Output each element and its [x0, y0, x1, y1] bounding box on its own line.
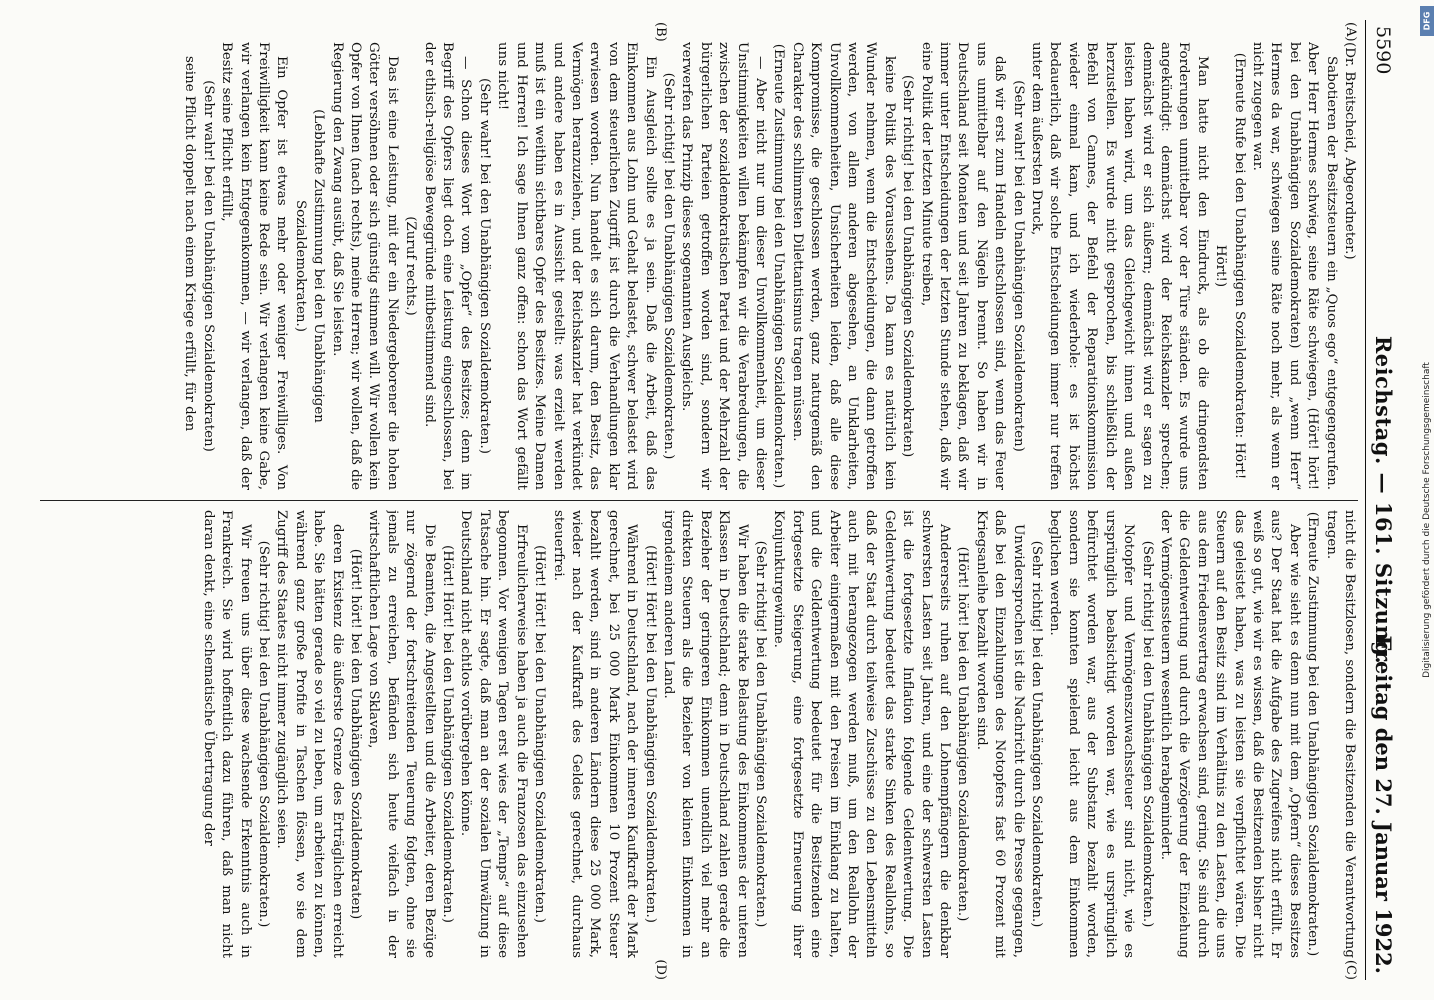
left-column: [40, 42, 1358, 490]
interjection: (Hört! Hört! bei den Unabhängigen Sozialdemokraten.): [532, 545, 548, 923]
column-divider: [40, 500, 1358, 501]
paragraph: Wir freuen uns über diese wachsende Erkenntnis auch in Frankreich. Sie wird hoffentlich dazu führen, daß man nicht daran denkt, eine schematische Übertragung der: [200, 510, 253, 958]
paragraph: nicht die Besitzlosen, sondern die Besitzenden die Verantwortung tragen.: [1323, 510, 1357, 958]
paragraph: Erfreulicherweise haben ja auch die Franzosen das einzusehen begonnen. Vor wenigen Tagen erst wies der „Temps“ auf diese Tatsache hin. Er sagte, daß man an der sozialen Umwälzung in Deutschland nicht achtlos vorübergehen könne.: [458, 510, 529, 958]
paragraph: Notopfer und Vermögenszuwachssteuer sind nicht, wie es ursprünglich beabsichtigt worden war, wie es ursprünglich befürchtet worden war, aus der Substanz bezahlt worden, sondern sie konnten spielend leicht aus dem Einkommen beglichen werden.: [1047, 510, 1137, 958]
paragraph: Man hatte nicht den Eindruck, als ob die dringendsten Forderungen unmittelbar vor der Türe ständen. Es wurde uns angekündigt: demnächst wird der Reichskanzler sprechen; demnächst wird er sich äußern; demnächst wird er sagen zu leisten haben wird, um das Gleichgewicht innen und außen herzustellen. Es wurde nicht gesprochen, bis schließlich der Befehl von Cannes, der Befehl der Reparationskommission wieder einmal kam, und ich wiederhole: es ist höchst bedauerlich, daß wir solche Entscheidungen immer nur treffen unter dem äußersten Druck,: [1029, 42, 1210, 490]
paragraph: Unwidersprochen ist die Nachricht durch die Presse gegangen, daß bei den Einzahlungen des Notopfers fast 60 Prozent mit Kriegsanleihe bezahlt worden sind.: [973, 510, 1026, 958]
paragraph: Sabotieren der Besitzsteuern ein „Quos ego“ entgegengerufen. Aber Herr Hermes schwieg, seine Räte schwiegen, (Hört! hört! bei den Unabhängigen Sozialdemokraten) und „wenn Herr“ Hermes da war, schwiegen seine Räte noch mehr, als wenn er nicht zugegen war.: [1249, 42, 1339, 490]
paragraph: Aber wie sieht es denn nun mit dem „Opfern“ dieses Besitzes aus? Der Staat hat die Aufgabe des Zugreifens nicht erfüllt. Er weiß so gut, wie wir es wissen, daß die Besitzenden bisher nicht das geleistet haben, was zu leisten sie verpflichtet wären. Die Steuern auf den Besitz sind im Verhältnis zu den Lasten, die uns aus dem Friedensvertrag erwachsen sind, gering. Sie sind durch die Geldentwertung und durch die Verzögerung der Einziehung der Vermögenssteuern wesentlich herabgemindert.: [1157, 510, 1302, 958]
interjection: (Erneute Zustimmung bei den Unabhängigen Sozialdemokraten.): [1305, 511, 1321, 957]
text-columns: [40, 22, 1358, 980]
paragraph: Die Beamten, die Angestellten und die Arbeiter, deren Bezüge nur zögernd der fortschreitenden Teuerung folgten, ohne sie jemals zu erreichen, befänden sich heute vielfach in der wirtschaftlichen Lage von Sklaven,: [366, 510, 437, 958]
interjection: (Hört! Hört! bei den Unabhängigen Sozialdemokraten.): [642, 545, 658, 923]
paragraph: keine Politik des Voraussehens. Da kann es natürlich kein Wunder nehmen, wenn die Entscheidungen, die dann getroffen werden, von allem anderen abgesehen, an Unklarheiten, Unvollkommenheiten, Unsicherheiten leiden, daß alle diese Kompromisse, die geschlossen werden, ganz naturgemäß den Charakter des schlimmsten Dilettantismus tragen müssen.: [789, 42, 897, 490]
paragraph: — Aber nicht nur um dieser Unvollkommenheit, um dieser Unstimmigkeiten willen bekämpfen wir die Verabredungen, die zwischen der sozialdemokratischen Partei und der Mehrzahl der bürgerlichen Parteien getroffen worden sind, sondern wir verwerfen das Prinzip dieses sogenannten Ausgleichs.: [679, 42, 768, 490]
page-header: [1365, 20, 1402, 980]
paragraph: seine Pflicht doppelt nach einem Kriege erfüllt, für den: [182, 56, 198, 432]
paragraph: Wir haben die starke Belastung des Einkommens der unteren Klassen in Deutschland; denn in Deutschland zahlen gerade die Bezieher der geringeren Einkommen unendlich viel mehr an direkten Steuern als die Bezieher von kleinen Einkommen in irgendeinem anderen Land.: [660, 510, 750, 958]
interjection: (Sehr richtig! bei den Unabhängigen Sozialdemokraten.): [1139, 540, 1155, 928]
interjection: (Lebhafte Zustimmung bei den Unabhängigen Sozialdemokraten.): [292, 109, 327, 423]
paragraph: Das ist eine Leistung, mit der ein Niedergeborener die hohen Götter versöhnen oder sich günstig stimmen will. Wir wollen kein Opfer von Ihnen (nach rechts), meine Herren; wir wollen, daß die Regierung den Zwang ausübt, daß Sie leisten.: [329, 42, 400, 490]
interjection: (Sehr wahr! bei den Unabhängigen Sozialdemokraten): [200, 80, 216, 452]
interjection: (Sehr richtig! bei den Unabhängigen Sozialdemokraten.): [256, 540, 272, 928]
paragraph: Ein Ausgleich sollte es ja sein. Daß die Arbeit, daß das Einkommen aus Lohn und Gehalt belastet, schwer belastet wird von dem steuerlichen Zugriff, ist durch die Verhandlungen klar erwiesen worden. Nun handelt es sich darum, den Besitz, das Vermögen heranzuziehen, und der Reichskanzler hat verkündet und andere haben es in Aussicht gestellt: was erzielt werden muß ist ein weithin sichtbares Opfer des Besitzes. Meine Damen und Herren! Ich sage Ihnen ganz offen: schon das Wort gefällt uns nicht!: [495, 42, 658, 490]
page-number: 5590: [1372, 26, 1394, 75]
margin-marker-c: (C): [1343, 959, 1358, 980]
paragraph: Während in Deutschland, nach der inneren Kaufkraft der Mark gerechnet, bei 25 000 Mark Einkommen 10 Prozent Steuer bezahlt werden, sind in anderen Ländern diese 25 000 Mark, wieder nach der Kaufkraft des Geldes gerechnet, durchaus steuerfrei.: [550, 510, 640, 958]
interjection: (Sehr wahr! bei den Unabhängigen Sozialdemokraten): [1010, 80, 1026, 452]
paragraph: daß wir erst zum Handeln entschlossen sind, wenn das Feuer uns unmittelbar auf den Nägeln brennt. So haben wir in Deutschland seit Monaten und seit Jahren zu beklagen, daß wir immer unter Entscheidungen der letzten Stunde stehen, daß wir eine Politik der letzten Minute treiben,: [918, 42, 1008, 490]
paragraph: deren Existenz die äußerste Grenze des Erträglichen erreicht habe. Sie hätten gerade so viel zu leben, um arbeiten zu können, während ganz große Profite in Taschen flössen, wo sie dem Zugriff des Staates nicht immer zugänglich seien.: [274, 510, 345, 958]
dfg-logo: [1420, 6, 1434, 36]
paragraph: — Schon dieses Wort vom „Opfer“ des Besitzes; denn im Begriff des Opfers liegt doch eine Leistung eingeschlossen, bei der ethisch-religiöse Beweggründe mitbestimmend sind.: [421, 42, 474, 490]
interjection: (Sehr wahr! bei den Unabhängigen Sozialdemokraten.): [476, 77, 492, 455]
interjection: (Sehr richtig! bei den Unabhängigen Sozialdemokraten.): [753, 540, 768, 928]
page-date: Freitag den 27. Januar 1922.: [1371, 635, 1396, 974]
interjection: (Hört! hört! bei den Unabhängigen Sozialdemokraten): [348, 548, 364, 920]
dfg-logo-text: DFG: [1422, 11, 1432, 31]
page-title: Reichstag. — 161. Sitzung.: [1371, 335, 1396, 665]
interjection: (Erneute Rufe bei den Unabhängigen Sozialdemokraten: Hört! Hört!): [1213, 52, 1247, 480]
margin-marker-a: (A): [1343, 22, 1358, 42]
paragraph: Ein Opfer ist etwas mehr oder weniger Freiwilliges. Von Freiwilligkeit kann keine Rede sein. Wir verlangen keine Gabe, wir verlangen kein Entgegenkommen, — wir verlangen, daß der Besitz seine Pflicht erfüllt,: [219, 42, 290, 490]
interjection: (Sehr richtig! bei den Unabhängigen Sozialdemokraten.): [660, 72, 676, 460]
interjection: (Zuruf rechts.): [403, 216, 419, 316]
interjection: (Sehr richtig! bei den Unabhängigen Sozialdemokraten): [900, 74, 916, 458]
right-column: [40, 510, 1358, 958]
interjection: (Erneute Zustimmung bei den Unabhängigen Sozialdemokraten.): [771, 43, 787, 489]
interjection: (Hört! Hört! bei den Unabhängigen Sozialdemokraten.): [440, 545, 456, 923]
digitization-credit-text: Digitalisierung gefördert durch die Deutsche Forschungsgemeinschaft: [1422, 362, 1432, 678]
interjection: (Sehr richtig! bei den Unabhängigen Sozialdemokraten.): [1029, 540, 1045, 928]
paragraph: (Dr. Breitscheid, Abgeordneter.): [1342, 42, 1357, 260]
paragraph: Andererseits ruhen auf den Lohnempfängern die denkbar schwersten Lasten seit Jahren, und eine der schwersten Lasten ist die fortgesetzte Inflation folgende Geldentwertung. Die Geldentwertung bedeutet das starke Sinken des Reallohns, so daß der Staat durch teilweise Zuschüsse zu den Lebensmitteln auch mit herangezogen werden muß, um den Reallohn der Arbeiter einigermaßen mit den Preisen im Einklang zu halten, und die Geldentwertung bedeutet für die Besitzenden eine fortgesetzte Steigerung, eine fortgesetzte Erneuerung ihrer Konjunkturgewinne.: [771, 510, 953, 958]
rotated-newspaper-page: [32, 20, 1402, 980]
margin-marker-d: (D): [653, 959, 668, 980]
interjection: (Hört! hört! bei den Unabhängigen Sozialdemokraten.): [955, 546, 971, 922]
margin-marker-b: (B): [653, 22, 668, 42]
